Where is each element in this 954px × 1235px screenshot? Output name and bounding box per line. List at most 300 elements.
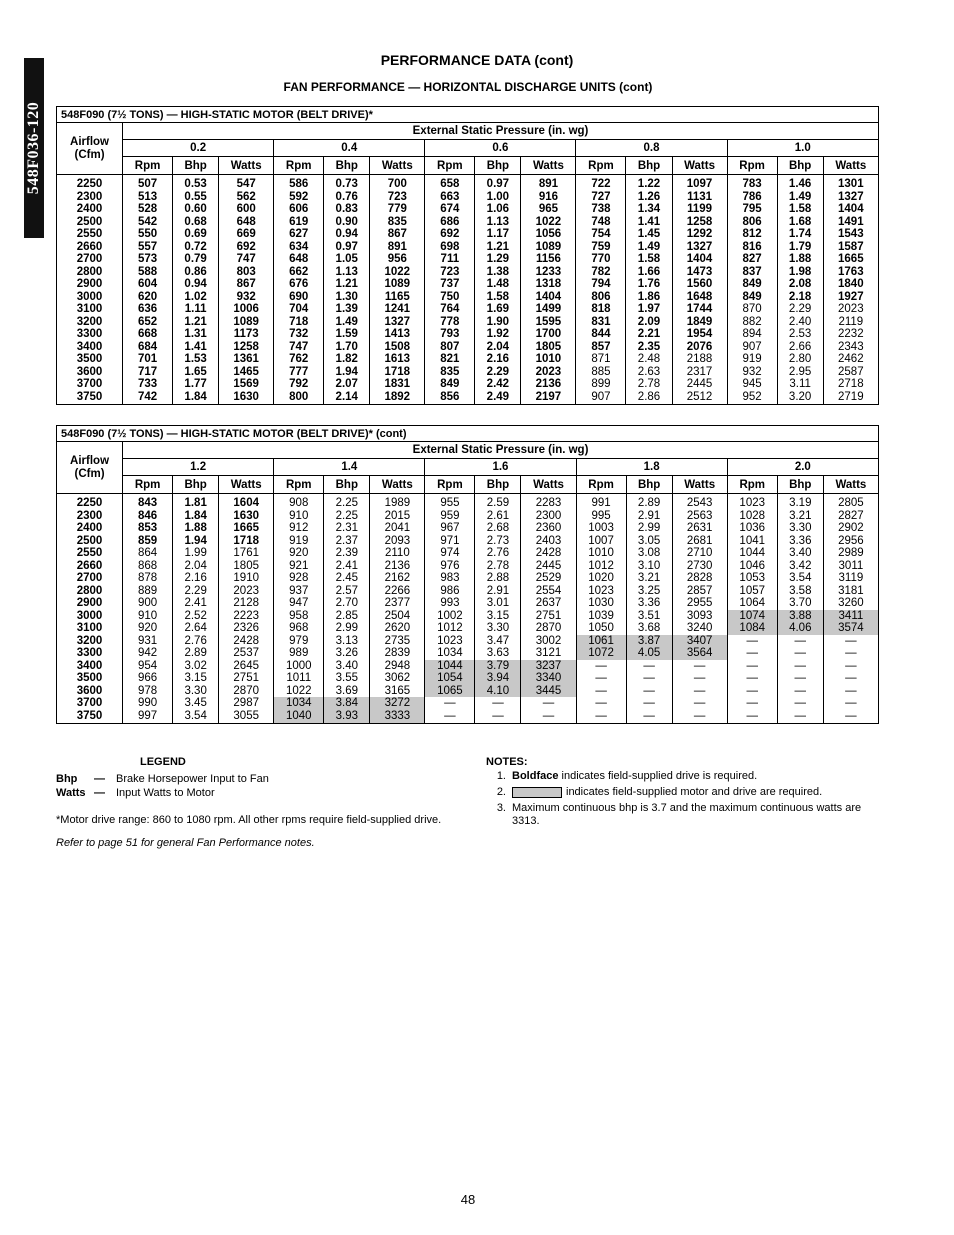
bhp-cell: 1.46 (777, 175, 823, 191)
airflow-cell: 2250 (57, 175, 123, 191)
bhp-cell: 1.38 (475, 266, 521, 279)
bhp-cell: — (777, 710, 823, 724)
bhp-cell: 2.35 (626, 341, 672, 354)
watts-cell: 2681 (672, 535, 727, 548)
bhp-cell: 1.94 (324, 366, 370, 379)
bhp-cell: — (777, 635, 823, 648)
rpm-cell: 947 (274, 597, 324, 610)
bhp-cell: 2.53 (777, 328, 823, 341)
watts-cell: 3181 (823, 585, 878, 598)
watts-cell: 2554 (521, 585, 576, 598)
table-row (57, 266, 879, 279)
airflow-cell: 2700 (57, 572, 123, 585)
note-1 (486, 770, 886, 783)
rpm-cell: — (727, 647, 777, 660)
watts-cell: 1006 (219, 303, 274, 316)
rpm-cell: 800 (274, 391, 324, 405)
rpm-cell: 894 (727, 328, 777, 341)
bhp-cell: 1.94 (173, 535, 219, 548)
rpm-cell: 907 (576, 391, 626, 405)
bhp-cell: 2.29 (777, 303, 823, 316)
rpm-cell: 868 (138, 559, 158, 572)
bhp-cell: 2.04 (173, 560, 219, 573)
bhp-cell: 1.30 (324, 291, 370, 304)
bhp-cell: 2.57 (324, 585, 370, 598)
table-row (57, 560, 879, 573)
rpm-cell: 1000 (274, 660, 324, 673)
watts-cell: 3093 (672, 610, 727, 623)
bhp-cell: 1.53 (173, 353, 219, 366)
watts-cell: 1010 (521, 353, 576, 366)
rpm-cell: 684 (137, 340, 158, 353)
bhp-cell: 3.26 (324, 647, 370, 660)
watts-cell: 547 (219, 175, 274, 191)
bhp-cell: 3.54 (173, 710, 219, 724)
watts-cell: 867 (370, 228, 425, 241)
bhp-cell: — (777, 647, 823, 660)
airflow-cell: 3200 (57, 316, 123, 329)
rpm-cell: 806 (576, 291, 626, 304)
rpm-cell: 648 (274, 253, 324, 266)
rpm-cell: 931 (138, 634, 158, 647)
bhp-cell: 3.68 (626, 622, 672, 635)
bhp-cell: 3.79 (475, 660, 521, 673)
bhp-cell: 2.68 (475, 522, 521, 535)
bhp-cell: 3.94 (475, 672, 521, 685)
watts-cell: 2110 (370, 547, 425, 560)
table-row (57, 547, 879, 560)
bhp-cell: 2.37 (324, 535, 370, 548)
rpm-cell: 991 (576, 494, 626, 510)
rpm-cell: 737 (425, 278, 475, 291)
rpm-cell: 1010 (576, 547, 626, 560)
bhp-cell: 2.61 (475, 510, 521, 523)
watts-cell: 2462 (823, 353, 878, 366)
bhp-cell: 1.05 (324, 253, 370, 266)
bhp-cell: 3.47 (475, 635, 521, 648)
reference-note: Refer to page 51 for general Fan Performance notes. (56, 837, 315, 849)
watts-cell: 3340 (521, 672, 576, 685)
bhp-cell: 1.17 (475, 228, 521, 241)
bhp-cell: 1.39 (324, 303, 370, 316)
watts-cell: 3272 (370, 697, 425, 710)
watts-cell: 1499 (521, 303, 576, 316)
rpm-cell: — (576, 710, 626, 724)
watts-cell: 1700 (521, 328, 576, 341)
watts-cell: 3564 (672, 647, 727, 660)
watts-cell: 2870 (521, 622, 576, 635)
legend-heading: LEGEND (140, 756, 186, 768)
watts-cell: 3260 (823, 597, 878, 610)
bhp-header: Bhp (173, 157, 219, 175)
rpm-cell: 1030 (576, 597, 626, 610)
motor-footnote: *Motor drive range: 860 to 1080 rpm. All other rpms require field-supplied drive. (56, 814, 442, 826)
bhp-cell: 1.34 (626, 203, 672, 216)
rpm-cell: 711 (425, 253, 475, 266)
rpm-cell: 686 (425, 216, 475, 229)
bhp-cell: 1.88 (777, 253, 823, 266)
watts-cell: 1840 (823, 278, 878, 291)
bhp-cell: 3.30 (475, 622, 521, 635)
bhp-cell: 3.36 (777, 535, 823, 548)
bhp-cell: — (626, 660, 672, 673)
bhp-cell: 1.70 (324, 341, 370, 354)
table-row (57, 175, 879, 191)
rpm-cell: — (425, 710, 475, 724)
watts-cell: 1241 (370, 303, 425, 316)
watts-cell: 1831 (370, 378, 425, 391)
watts-cell: — (823, 710, 878, 724)
rpm-cell: 993 (425, 597, 475, 610)
rpm-cell: 907 (727, 341, 777, 354)
watts-header: Watts (219, 476, 274, 494)
rpm-cell: 945 (727, 378, 777, 391)
rpm-cell: 557 (137, 240, 158, 253)
watts-cell: 1910 (219, 572, 274, 585)
bhp-cell: 2.04 (475, 341, 521, 354)
watts-cell: 2730 (672, 560, 727, 573)
rpm-cell: 1064 (727, 597, 777, 610)
watts-cell: 1543 (823, 228, 878, 241)
rpm-header: Rpm (425, 157, 475, 175)
watts-cell: 2529 (521, 572, 576, 585)
bhp-header: Bhp (626, 157, 672, 175)
rpm-cell: 738 (576, 203, 626, 216)
page-title: PERFORMANCE DATA (cont) (380, 52, 574, 68)
watts-cell: 2223 (219, 610, 274, 623)
bhp-cell: 3.19 (777, 494, 823, 510)
bhp-cell: 2.95 (777, 366, 823, 379)
rpm-cell: 668 (137, 328, 158, 340)
airflow-cell: 3750 (57, 710, 123, 724)
watts-cell: 2326 (219, 622, 274, 635)
table-row (57, 203, 879, 216)
rpm-cell: — (425, 697, 475, 710)
watts-cell: 2232 (823, 328, 878, 341)
pressure-row (57, 140, 879, 157)
rpm-cell: 782 (576, 266, 626, 279)
bhp-cell: 4.06 (777, 622, 823, 635)
watts-cell: 2015 (370, 510, 425, 523)
rpm-cell: — (727, 660, 777, 673)
bhp-cell: 3.70 (777, 597, 823, 610)
bhp-cell: 1.22 (626, 175, 672, 191)
rpm-cell: 1002 (425, 610, 475, 623)
bhp-header: Bhp (324, 476, 370, 494)
watts-cell: 2162 (370, 572, 425, 585)
bhp-cell: 1.81 (173, 494, 219, 510)
watts-cell: 1569 (219, 378, 274, 391)
table-row (57, 510, 879, 523)
rpm-cell: 658 (425, 175, 475, 191)
watts-cell: 1630 (219, 510, 274, 523)
watts-cell: 1318 (521, 278, 576, 291)
pressure-header: 0.2 (123, 140, 274, 157)
bhp-cell: 2.73 (475, 535, 521, 548)
watts-cell: 3055 (219, 710, 274, 724)
watts-cell: 2023 (521, 366, 576, 379)
rpm-cell: 676 (274, 278, 324, 291)
table-row (57, 241, 879, 254)
watts-cell: — (672, 685, 727, 698)
bhp-cell: 2.16 (173, 572, 219, 585)
watts-cell: 1595 (521, 316, 576, 329)
bhp-cell: — (777, 660, 823, 673)
rpm-cell: 764 (425, 303, 475, 316)
legend-key: Bhp (56, 773, 78, 785)
watts-cell: 1954 (672, 328, 727, 341)
watts-cell: 3411 (823, 610, 878, 623)
bhp-cell: 2.45 (324, 572, 370, 585)
bhp-cell: 2.31 (324, 522, 370, 535)
watts-header: Watts (672, 157, 727, 175)
watts-cell: 2300 (521, 510, 576, 523)
rpm-cell: 870 (727, 303, 777, 316)
rpm-cell: 871 (576, 353, 626, 366)
bhp-cell: 2.99 (324, 622, 370, 635)
watts-cell: 2735 (370, 635, 425, 648)
rpm-cell: 812 (727, 228, 777, 241)
rpm-cell: 846 (138, 509, 158, 522)
airflow-cell: 3100 (57, 303, 123, 316)
watts-cell: 1301 (823, 175, 878, 191)
rpm-cell: 816 (727, 241, 777, 254)
bhp-cell: 2.25 (324, 510, 370, 523)
rpm-cell: 920 (274, 547, 324, 560)
bhp-cell: 2.48 (626, 353, 672, 366)
watts-cell: 3240 (672, 622, 727, 635)
note-number: 2. (496, 786, 506, 798)
bhp-cell: 0.69 (173, 228, 219, 241)
watts-cell: 2563 (672, 510, 727, 523)
watts-cell: — (521, 710, 576, 724)
watts-cell: 916 (521, 191, 576, 204)
rpm-cell: — (576, 685, 626, 698)
watts-cell: 2136 (370, 560, 425, 573)
bhp-cell: 3.11 (777, 378, 823, 391)
table-row (57, 622, 879, 635)
bhp-cell: 3.63 (475, 647, 521, 660)
table-row (57, 291, 879, 304)
rpm-cell: 1072 (576, 647, 626, 660)
bhp-cell: — (626, 685, 672, 698)
rpm-cell: 920 (138, 622, 158, 634)
rpm-cell: 704 (274, 303, 324, 316)
watts-cell: 747 (219, 253, 274, 266)
note-text: indicates field-supplied drive is required. (558, 770, 758, 782)
watts-cell: 3062 (370, 672, 425, 685)
rpm-cell: 606 (274, 203, 324, 216)
rpm-cell: 717 (137, 365, 158, 378)
watts-cell: 2197 (521, 391, 576, 405)
bhp-cell: — (777, 697, 823, 710)
rpm-cell: 786 (727, 191, 777, 204)
rpm-cell: 794 (576, 278, 626, 291)
rpm-cell: 919 (727, 353, 777, 366)
watts-cell: 3119 (823, 572, 878, 585)
rpm-cell: 849 (425, 378, 475, 391)
bhp-cell: 1.59 (324, 328, 370, 341)
bhp-cell: 2.89 (626, 494, 672, 510)
watts-cell: 1604 (219, 494, 274, 510)
rpm-header: Rpm (576, 476, 626, 494)
table-caption: 548F090 (7½ TONS) — HIGH-STATIC MOTOR (BELT DRIVE)* (57, 107, 879, 123)
bhp-cell: 3.58 (777, 585, 823, 598)
airflow-cell: 2250 (57, 494, 123, 510)
rpm-cell: 885 (576, 366, 626, 379)
watts-cell: 1805 (521, 341, 576, 354)
watts-cell: 1892 (370, 391, 425, 405)
rpm-cell: 843 (138, 497, 158, 509)
bhp-cell: 1.13 (324, 266, 370, 279)
rpm-cell: 777 (274, 366, 324, 379)
legend-desc: Input Watts to Motor (116, 787, 215, 799)
rpm-cell: 792 (274, 378, 324, 391)
rpm-cell: 733 (137, 378, 158, 390)
watts-cell: 1233 (521, 266, 576, 279)
bhp-cell: 2.91 (626, 510, 672, 523)
watts-cell: 1089 (370, 278, 425, 291)
rpm-cell: 978 (138, 684, 158, 697)
bhp-cell: 2.78 (475, 560, 521, 573)
bhp-cell: 1.65 (173, 366, 219, 379)
airflow-cell: 3200 (57, 635, 123, 648)
pressure-header: 1.0 (727, 140, 878, 157)
bhp-cell: 2.29 (173, 585, 219, 598)
watts-cell: 700 (370, 175, 425, 191)
esp-row (57, 123, 879, 140)
airflow-cell: 2700 (57, 253, 123, 266)
watts-cell: 3002 (521, 635, 576, 648)
watts-cell: — (672, 672, 727, 685)
table-row (57, 660, 879, 673)
esp-row (57, 442, 879, 459)
rpm-header: Rpm (274, 157, 324, 175)
bhp-cell: 1.68 (777, 216, 823, 229)
bhp-cell: 2.29 (475, 366, 521, 379)
watts-cell: 1560 (672, 278, 727, 291)
rpm-cell: 1023 (576, 585, 626, 598)
rpm-cell: 1057 (727, 585, 777, 598)
bhp-cell: 2.99 (626, 522, 672, 535)
bhp-cell: 1.98 (777, 266, 823, 279)
bhp-cell: 2.49 (475, 391, 521, 405)
rpm-cell: 528 (137, 203, 158, 215)
table-row (57, 572, 879, 585)
airflow-cell: 3300 (57, 647, 123, 660)
bhp-cell: 2.07 (324, 378, 370, 391)
rpm-header: Rpm (727, 157, 777, 175)
rpm-cell: 986 (425, 585, 475, 598)
rpm-cell: 849 (727, 278, 777, 291)
rpm-cell: 627 (274, 228, 324, 241)
bhp-cell: 3.13 (324, 635, 370, 648)
rpm-cell: 742 (137, 390, 158, 403)
watts-cell: 1327 (370, 316, 425, 329)
bhp-cell: 2.89 (173, 647, 219, 660)
bhp-cell: — (777, 672, 823, 685)
bhp-cell: 2.64 (173, 622, 219, 635)
watts-cell: 2445 (672, 378, 727, 391)
rpm-cell: 932 (727, 366, 777, 379)
bhp-cell: 3.88 (777, 610, 823, 623)
airflow-cell: 3500 (57, 672, 123, 685)
rpm-cell: 910 (138, 609, 158, 622)
rpm-cell: 1050 (576, 622, 626, 635)
rpm-cell: 727 (576, 191, 626, 204)
table-row (57, 585, 879, 598)
watts-cell: 1587 (823, 241, 878, 254)
bhp-cell: 1.41 (626, 216, 672, 229)
watts-cell: 2377 (370, 597, 425, 610)
rpm-cell: 966 (138, 672, 158, 684)
bhp-cell: 3.20 (777, 391, 823, 405)
bhp-cell: 1.29 (475, 253, 521, 266)
rpm-cell: 692 (425, 228, 475, 241)
bhp-cell: — (475, 697, 521, 710)
airflow-cell: 3000 (57, 610, 123, 623)
bhp-cell: 2.91 (475, 585, 521, 598)
bhp-header: Bhp (475, 157, 521, 175)
watts-cell: 2076 (672, 341, 727, 354)
watts-cell: — (823, 697, 878, 710)
bhp-cell: 1.58 (626, 253, 672, 266)
watts-cell: — (823, 685, 878, 698)
airflow-cell: 3400 (57, 660, 123, 673)
airflow-cell: 3100 (57, 622, 123, 635)
bhp-cell: 3.40 (777, 547, 823, 560)
rpm-cell: 912 (274, 522, 324, 535)
bhp-cell: 3.30 (777, 522, 823, 535)
airflow-cell: 2500 (57, 535, 123, 548)
airflow-cell: 2550 (57, 228, 123, 241)
rpm-cell: 550 (137, 228, 158, 240)
watts-cell: 3165 (370, 685, 425, 698)
bhp-cell: 1.74 (777, 228, 823, 241)
bhp-cell: — (475, 710, 521, 724)
rpm-cell: 1023 (727, 494, 777, 510)
bhp-cell: 1.11 (173, 303, 219, 316)
rpm-cell: 542 (137, 215, 158, 228)
watts-cell: 562 (219, 191, 274, 204)
rpm-cell: 971 (425, 535, 475, 548)
watts-cell: 1292 (672, 228, 727, 241)
bhp-cell: 2.18 (777, 291, 823, 304)
rpm-cell: 732 (274, 328, 324, 341)
watts-cell: 1473 (672, 266, 727, 279)
watts-cell: 3445 (521, 685, 576, 698)
bhp-cell: 3.21 (626, 572, 672, 585)
bhp-cell: — (777, 685, 823, 698)
rpm-cell: 698 (425, 241, 475, 254)
bhp-cell: 0.94 (173, 278, 219, 291)
rpm-cell: 952 (727, 391, 777, 405)
rpm-cell: 690 (274, 291, 324, 304)
rpm-cell: 750 (425, 291, 475, 304)
watts-cell: 1805 (219, 560, 274, 573)
watts-cell: 1718 (370, 366, 425, 379)
airflow-header: Airflow (Cfm) (57, 123, 123, 175)
airflow-cell: 3300 (57, 328, 123, 341)
bhp-cell: 3.15 (173, 672, 219, 685)
bhp-cell: 2.70 (324, 597, 370, 610)
watts-cell: 2093 (370, 535, 425, 548)
airflow-cell: 2400 (57, 522, 123, 535)
watts-cell: 891 (370, 241, 425, 254)
legend-dash: — (94, 773, 105, 785)
rpm-cell: 859 (138, 534, 158, 547)
bhp-cell: 0.94 (324, 228, 370, 241)
